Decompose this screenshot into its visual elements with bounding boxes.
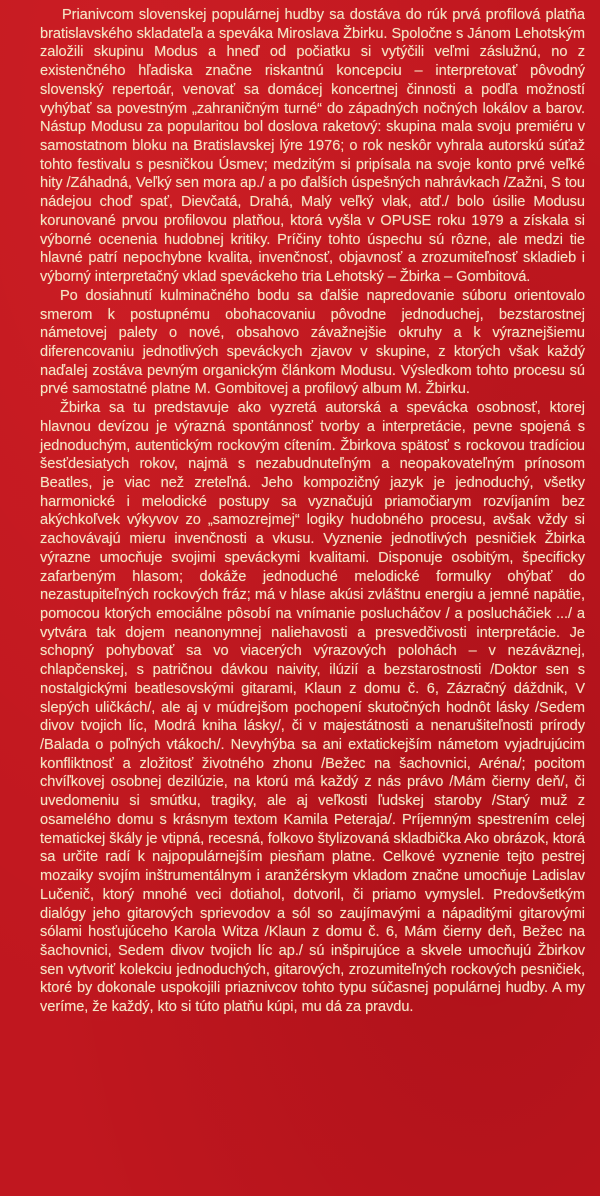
- paragraph: Žbirka sa tu predstavuje ako vyzretá autorská a spevácka osobnosť, ktorej hlavnou devízou je výrazná spontánnosť tvorby a interpretácie, pevne spojená s jednoduchým, autentickým rockovým cítením. Žbirkova spätosť s rockovou tradíciou šesťdesiatych rokov, najmä s nezabudnuteľným a neopakovateľným prínosom Beatles, je viac než zreteľná. Jeho kompozičný jazyk je jednoduchý, všetky harmonické i melodické postupy sa vyznačujú priamočiarym rozvíjaním bez akýchkoľvek výkyvov zo „samozrejmej“ logiky hudobného procesu, avšak vždy si zachovávajú mieru invenčnosti a vkusu. Vyznenie jednotlivých pesničiek Žbirka výrazne umocňuje svojimi speváckymi kvalitami. Disponuje osobitým, špecificky zafarbeným hlasom; dokáže jednoduché melodické formulky ohýbať do nezastupiteľných rockových fráz; má v hlase akúsi zvláštnu energiu a jemné napätie, pomocou ktorých emociálne pôsobí na vnímanie poslucháčov / a poslucháčiek .../ a vytvára tak dojem neanonymnej naliehavosti a presvedčivosti interpretácie. Je schopný pohybovať sa vo viacerých výrazových polohách – v nezáväznej, chlapčenskej, s patričnou dávkou naivity, ilúzií a bezstarostnosti /Doktor sen s nostalgickými beatlesovskými gitarami, Klaun z domu č. 6, Zázračný dáždnik, V slepých uličkách/, ale aj v múdrejšom pochopení skutočných hodnôt lásky /Sedem divov tvojich líc, Modrá kniha lásky/, či v majestátnosti a nenarušiteľnosti prírody /Balada o poľných vtákoch/. Nevyhýba sa ani extatickejším námetom vyjadrujúcim konfliktnosť a zložitosť životného zhonu /Bežec na šachovnici, Aréna/; pocitom chvíľkovej osobnej dezilúzie, na ktorú má každý z nás právo /Mám čierny deň/, či uvedomeniu si smútku, tragiky, ale aj veľkosti ľudskej staroby /Starý muž z osamelého domu s krásnym textom Kamila Peteraja/. Príjemným spestrením celej tematickej škály je vtipná, recesná, folkovo štylizovaná skladbička Ako obrázok, ktorá sa určite radí k najpopulárnejším piesňam platne. Celkové vyznenie tejto pestrej mozaiky svojím inštrumentálnym i aranžérskym vkladom značne umocňuje Ladislav Lučenič, ktorý mnohé veci dotiahol, dotvoril, či priamo vymyslel. Predovšetkým dialógy jeho gitarových sprievodov a sól so zaujímavými a nápaditými gitarovými sólami hosťujúceho Karola Witza /Klaun z domu č. 6, Mám čierny deň, Bežec na šachovnici, Sedem divov tvojich líc ap./ sú inšpirujúce a skvele umocňujú Žbirkov sen vytvoriť kolekciu jednoduchých, gitarových, zrozumiteľných rockových pesničiek, ktoré by dokonale uspokojili priaznivcov tohto typu súčasnej populárnej hudby. A my veríme, že každý, kto si túto platňu kúpi, mu dá za pravdu.: [40, 400, 585, 1016]
- paragraph: Prianivcom slovenskej populárnej hudby sa dostáva do rúk prvá profilová platňa bratislavského skladateľa a speváka Miroslava Žbirku. Spoločne s Jánom Lehotským založili skupinu Modus a hneď od počiatku si vytýčili veľmi záslužnú, no z existenčného hľadiska značne riskantnú koncepciu – interpretovať pôvodný slovenský repertoár, venovať sa domácej koncertnej činnosti a podľa možností vyhýbať sa povestným „zahraničným turné“ do západných nočných lokálov a barov. Nástup Modusu za popularitou bol doslova raketový: skupina mala svoju premiéru v samostatnom bloku na Bratislavskej lýre 1976; o rok neskôr vyhrala autorskú súťaž tohto festivalu s pesničkou Úsmev; medzitým si pripísala na svoje konto prvé veľké hity /Záhadná, Veľký sen mora ap./ a po ďalších úspešných nahrávkach /Zažni, S tou nádejou choď spať, Dievčatá, Drahá, Malý veľký vlak, atď./ bolo úsilie Modusu korunované prvou profilovou platňou, ktorá vyšla v OPUSE roku 1979 a získala si výborné ocenenia hudobnej kritiky. Príčiny tohto úspechu sú rôzne, ale medzi tie hlavné patrí nepochybne kvalita, invenčnosť, objavnosť a zrozumiteľnosť skladieb i výborný interpretačný vklad speváckeho tria Lehotský – Žbirka – Gombitová.: [40, 7, 585, 286]
- paragraph: Po dosiahnutí kulminačného bodu sa ďalšie napredovanie súboru orientovalo smerom k postupnému obohacovaniu pôvodne jednoduchej, bezstarostnej námetovej palety o nové, obsahovo závažnejšie okruhy a k výraznejšiemu diferencovaniu jednotlivých speváckych zjavov v skupine, z ktorých však každý naďalej zostáva pevným organickým článkom Modusu. Výsledkom tohto procesu sú prvé samostatné platne M. Gombitovej a profilový album M. Žbirku.: [40, 287, 585, 398]
- liner-notes-text: [40, 6, 585, 1017]
